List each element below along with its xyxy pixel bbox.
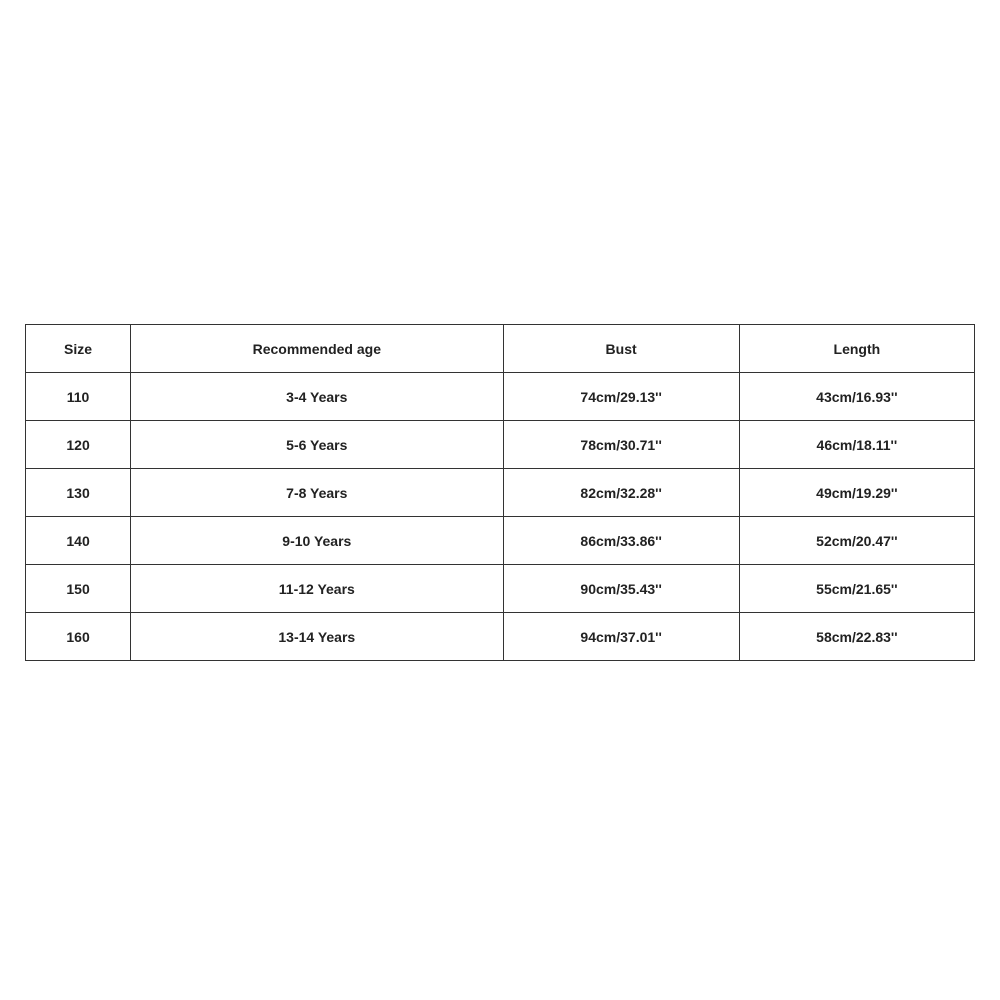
cell-size: 130 [26, 469, 131, 517]
table-row [26, 565, 975, 613]
cell-size: 120 [26, 421, 131, 469]
cell-length: 52cm/20.47'' [739, 517, 974, 565]
size-chart-table [25, 324, 975, 661]
cell-bust: 90cm/35.43'' [503, 565, 739, 613]
cell-size: 140 [26, 517, 131, 565]
cell-bust: 82cm/32.28'' [503, 469, 739, 517]
cell-size: 150 [26, 565, 131, 613]
table-header-row [26, 325, 975, 373]
header-recommended-age: Recommended age [131, 325, 503, 373]
cell-recommended-age: 13-14 Years [131, 613, 503, 661]
cell-length: 58cm/22.83'' [739, 613, 974, 661]
cell-size: 160 [26, 613, 131, 661]
cell-bust: 74cm/29.13'' [503, 373, 739, 421]
table-row [26, 373, 975, 421]
cell-recommended-age: 9-10 Years [131, 517, 503, 565]
cell-recommended-age: 7-8 Years [131, 469, 503, 517]
cell-length: 55cm/21.65'' [739, 565, 974, 613]
header-length: Length [739, 325, 974, 373]
cell-size: 110 [26, 373, 131, 421]
cell-bust: 94cm/37.01'' [503, 613, 739, 661]
cell-recommended-age: 5-6 Years [131, 421, 503, 469]
cell-length: 49cm/19.29'' [739, 469, 974, 517]
table-row [26, 469, 975, 517]
table-row [26, 421, 975, 469]
cell-recommended-age: 11-12 Years [131, 565, 503, 613]
cell-length: 43cm/16.93'' [739, 373, 974, 421]
table-row [26, 613, 975, 661]
header-size: Size [26, 325, 131, 373]
cell-bust: 86cm/33.86'' [503, 517, 739, 565]
cell-bust: 78cm/30.71'' [503, 421, 739, 469]
cell-length: 46cm/18.11'' [739, 421, 974, 469]
header-bust: Bust [503, 325, 739, 373]
cell-recommended-age: 3-4 Years [131, 373, 503, 421]
table-row [26, 517, 975, 565]
